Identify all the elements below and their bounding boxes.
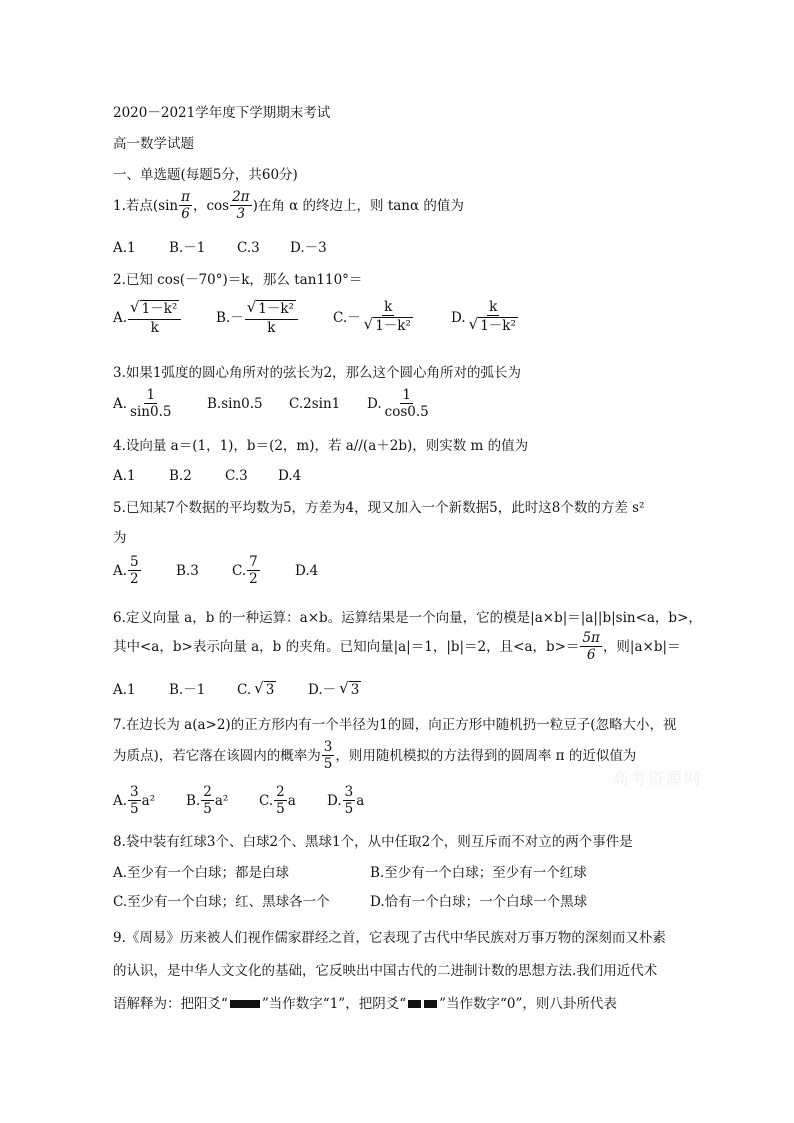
q3-option-c: C.2sin1 <box>289 395 341 412</box>
q2-b-label: B.－ <box>216 309 244 326</box>
q1-f1-num: π <box>181 189 190 205</box>
yang-yao-symbol <box>230 1000 260 1008</box>
q5-option-b: B.3 <box>176 562 199 579</box>
exam-title: 2020－2021学年度下学期期末考试 <box>113 105 331 121</box>
q6-option-c: C. √ 3 <box>237 679 275 698</box>
q3-a-den: sin0.5 <box>130 404 172 421</box>
q7-d-tail: a <box>356 792 365 809</box>
q7-a-label: A. <box>113 792 128 809</box>
q3-d-num: 1 <box>402 387 411 403</box>
q4-options <box>113 467 301 485</box>
q6-line2-post: ，则|a×b|＝ <box>602 638 681 655</box>
q7-a-fraction <box>128 785 141 816</box>
q7-c-den: 5 <box>276 801 285 818</box>
q3-option-a <box>113 388 207 419</box>
q1-f2-num: 2π <box>232 189 250 205</box>
q6-option-a: A.1 <box>113 682 136 698</box>
q2-options <box>113 300 521 335</box>
q3-option-b: B.sin0.5 <box>207 395 263 412</box>
q2-option-b <box>216 300 333 335</box>
q2-a-fraction: √ 1－k² k <box>128 300 181 335</box>
q5-a-den: 2 <box>130 571 139 588</box>
q5-options <box>113 555 318 586</box>
q1-option-c: C.3 <box>237 240 260 256</box>
q7-line2-pre: 为质点)，若它落在该圆内的概率为 <box>113 747 321 764</box>
q7-b-tail: a² <box>214 792 229 809</box>
q9-line3 <box>113 995 617 1013</box>
q2-stem: 2.已知 cos(－70°)＝k，那么 tan110°＝ <box>113 272 363 288</box>
q3-stem: 3.如果1弧度的圆心角所对的弦长为2，那么这个圆心角所对的弧长为 <box>113 365 522 381</box>
q7-b-label: B. <box>186 792 201 809</box>
q2-c-fraction: k √ 1－k² <box>363 299 411 335</box>
q2-d-radicand: 1－k² <box>480 318 516 335</box>
q3-d-label: D. <box>367 395 382 412</box>
watermark: 高考资源网 <box>612 769 703 788</box>
q1-stem <box>113 190 464 221</box>
q7-options <box>113 785 364 816</box>
q2-option-d <box>451 300 521 335</box>
q1-pre: 1.若点(sin <box>113 197 179 214</box>
q1-fraction-2pi-3 <box>230 190 251 221</box>
q7-option-d <box>327 785 364 816</box>
q3-d-den: cos0.5 <box>384 404 429 421</box>
q4-option-c: C.3 <box>225 468 248 484</box>
subject-title: 高一数学试题 <box>113 136 194 152</box>
q5-c-num: 7 <box>249 554 258 570</box>
q6-option-b: B.－1 <box>169 682 206 698</box>
q8-option-a: A.至少有一个白球；都是白球 <box>113 865 290 881</box>
q8-options-row1 <box>113 864 587 882</box>
q1-mid: ，cos <box>192 197 230 214</box>
q1-f2-den: 3 <box>236 206 246 223</box>
q6-c-radicand: 3 <box>265 682 275 698</box>
q5-stem-line2: 为 <box>113 530 127 546</box>
q5-c-den: 2 <box>249 571 258 588</box>
q2-d-fraction: k √ 1－k² <box>468 299 516 335</box>
q7-c-label: C. <box>259 792 274 809</box>
q5-a-fraction <box>128 555 141 586</box>
q7-fraction-3-5 <box>322 740 335 771</box>
q8-option-b: B.至少有一个白球；至少有一个红球 <box>370 865 587 881</box>
q5-c-label: C. <box>232 562 247 579</box>
q7-c-tail: a <box>287 792 296 809</box>
q6-option-d: D.－ √ 3 <box>308 679 360 698</box>
q7-a-den: 5 <box>130 801 139 818</box>
q7-p-num: 3 <box>323 739 333 755</box>
q5-option-c <box>232 555 295 586</box>
q8-options-row2 <box>113 893 587 911</box>
q5-a-label: A. <box>113 562 128 579</box>
q8-option-d: D.恰有一个白球；一个白球一个黑球 <box>370 894 588 910</box>
q4-option-d: D.4 <box>278 468 302 484</box>
q2-b-fraction: √ 1－k² k <box>245 300 298 335</box>
q7-d-label: D. <box>327 792 342 809</box>
q7-d-num: 3 <box>344 784 354 800</box>
q1-options <box>113 239 327 257</box>
q6-line1: 6.定义向量 a，b 的一种运算：a×b。运算结果是一个向量，它的模是|a×b|＝|a||b|sin<a，b>， <box>113 610 702 626</box>
q8-option-c: C.至少有一个白球；红、黑球各一个 <box>113 894 330 910</box>
q1-option-a: A.1 <box>113 240 136 256</box>
q7-d-den: 5 <box>344 801 354 818</box>
q7-line1: 7.在边长为 a(a>2)的正方形内有一个半径为1的圆，向正方形中随机扔一粒豆子(忽略大小，视 <box>113 717 677 733</box>
q1-f1-den: 6 <box>181 206 190 223</box>
q2-b-den: k <box>267 320 276 336</box>
q3-option-d <box>367 388 432 419</box>
q6-line2 <box>113 631 681 662</box>
q9-line3-a: 语解释为：把阳爻“ <box>113 996 228 1012</box>
q1-option-d: D.－3 <box>290 240 327 256</box>
q7-c-num: 2 <box>276 784 285 800</box>
q3-options <box>113 388 432 419</box>
q2-b-radicand: 1－k² <box>258 301 294 317</box>
q9-line3-b: ”当作数字“1”，把阴爻“ <box>261 996 407 1012</box>
q2-c-label: C.－ <box>333 309 361 326</box>
q6-f-den: 6 <box>586 647 596 664</box>
q9-line1: 9.《周易》历来被人们视作儒家群经之首，它表现了古代中华民族对万事万物的深刻而又朴素 <box>113 930 666 946</box>
q4-option-b: B.2 <box>169 468 192 484</box>
q2-a-radicand: 1－k² <box>141 301 178 317</box>
q3-a-fraction <box>128 388 173 419</box>
q1-post: )在角 α 的终边上，则 tanα 的值为 <box>252 197 464 214</box>
yin-yao-symbol-right <box>424 1000 437 1008</box>
q7-line2 <box>113 740 636 771</box>
q1-fraction-pi-6 <box>179 190 192 221</box>
q5-c-fraction <box>247 555 260 586</box>
q7-line2-post: ，则用随机模拟的方法得到的圆周率 π 的近似值为 <box>335 747 637 764</box>
q2-option-a <box>113 300 216 335</box>
q6-d-radicand: 3 <box>350 682 360 698</box>
q6-fraction-5pi-6 <box>580 631 601 662</box>
q6-d-label: D.－ <box>308 682 337 698</box>
q2-d-num: k <box>489 299 498 315</box>
q8-stem: 8.袋中装有红球3个、白球2个、黑球1个，从中任取2个，则互斥而不对立的两个事件是 <box>113 834 633 850</box>
q7-b-num: 2 <box>203 784 212 800</box>
q3-a-label: A. <box>113 395 128 412</box>
q7-p-den: 5 <box>323 756 333 773</box>
q7-c-fraction <box>274 785 287 816</box>
q6-c-label: C. <box>237 682 252 698</box>
section-heading: 一、单选题(每题5分，共60分) <box>113 167 298 183</box>
q5-a-num: 5 <box>130 554 139 570</box>
q7-option-c <box>259 785 327 816</box>
q2-c-num: k <box>384 299 393 315</box>
q2-d-label: D. <box>451 309 466 326</box>
q7-option-a <box>113 785 186 816</box>
q7-a-num: 3 <box>130 784 139 800</box>
q4-option-a: A.1 <box>113 468 136 484</box>
q7-d-fraction <box>343 785 356 816</box>
q9-line2: 的认识，是中华人文文化的基础，它反映出中国古代的二进制计数的思想方法.我们用近代术 <box>113 963 658 979</box>
q3-d-fraction <box>383 388 431 419</box>
q4-stem: 4.设向量 a＝(1，1)，b＝(2，m)，若 a//(a＋2b)，则实数 m 的值为 <box>113 438 529 454</box>
q7-b-fraction <box>201 785 214 816</box>
q3-a-num: 1 <box>146 387 156 403</box>
q2-a-den: k <box>150 320 159 336</box>
q1-option-b: B.－1 <box>169 240 206 256</box>
q9-line3-c: ”当作数字“0”，则八卦所代表 <box>439 996 617 1012</box>
q2-a-label: A. <box>113 309 128 326</box>
q7-a-tail: a² <box>141 792 156 809</box>
q6-line2-pre: 其中<a，b>表示向量 a，b 的夹角。已知向量|a|＝1，|b|＝2，且<a，b>＝ <box>113 638 580 655</box>
q6-options <box>113 681 361 699</box>
q5-option-a <box>113 555 176 586</box>
yin-yao-symbol-left <box>408 1000 421 1008</box>
q6-f-num: 5π <box>582 630 600 646</box>
q2-c-radicand: 1－k² <box>375 318 411 335</box>
q7-option-b <box>186 785 259 816</box>
q5-option-d: D.4 <box>295 562 319 579</box>
q2-option-c <box>333 300 451 335</box>
q5-stem-line1: 5.已知某7个数据的平均数为5，方差为4，现又加入一个新数据5，此时这8个数的方差 s² <box>113 500 645 516</box>
q7-b-den: 5 <box>203 801 212 818</box>
